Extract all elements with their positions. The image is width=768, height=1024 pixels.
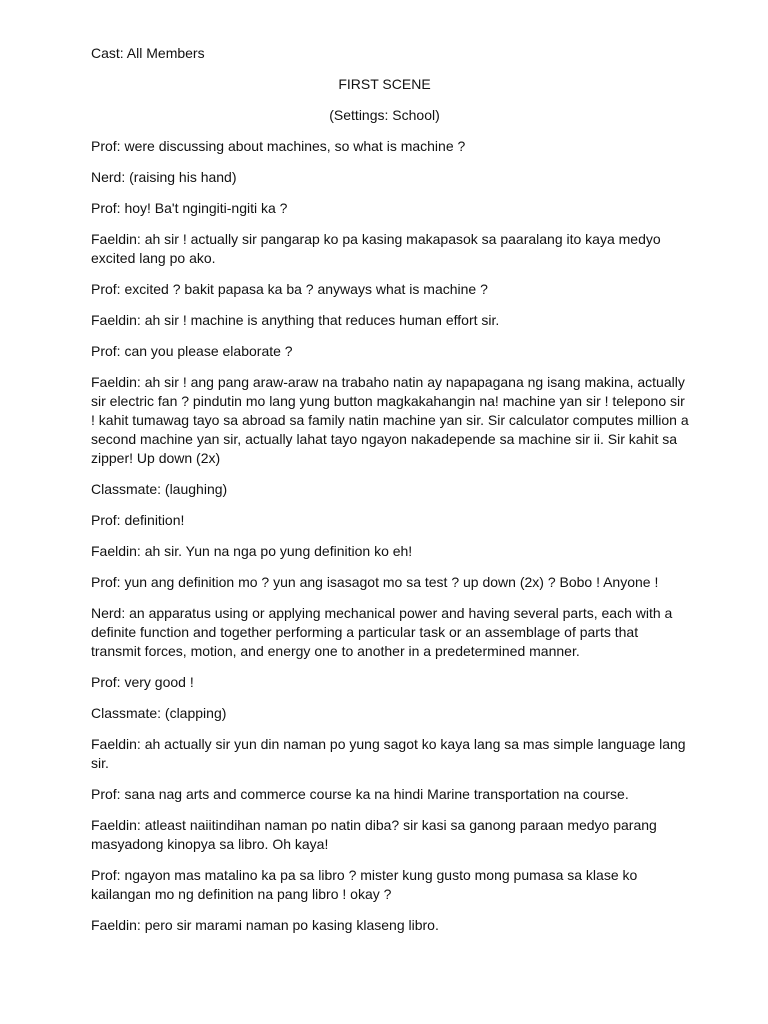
dialogue-line: Prof: ngayon mas matalino ka pa sa libro ? mister kung gusto mong pumasa sa klase ko kailangan mo ng definition na pang libro ! okay ? bbox=[91, 867, 638, 902]
scene-setting: (Settings: School) bbox=[329, 107, 440, 123]
dialogue-line: Prof: very good ! bbox=[91, 674, 194, 690]
scene-title: FIRST SCENE bbox=[338, 76, 431, 92]
dialogue-line: Nerd: (raising his hand) bbox=[91, 169, 237, 185]
dialogue-line: Prof: excited ? bakit papasa ka ba ? anyways what is machine ? bbox=[91, 281, 488, 297]
dialogue-line: Prof: sana nag arts and commerce course ka na hindi Marine transportation na course. bbox=[91, 786, 629, 802]
dialogue-line: Classmate: (clapping) bbox=[91, 705, 227, 721]
dialogue-line: Prof: can you please elaborate ? bbox=[91, 343, 293, 359]
dialogue-line: Faeldin: atleast naiitindihan naman po natin diba? sir kasi sa ganong paraan medyo parang masyadong kinopya sa libro. Oh kaya! bbox=[91, 817, 657, 852]
dialogue-line: Faeldin: ah sir. Yun na nga po yung definition ko eh! bbox=[91, 543, 413, 559]
dialogue-line: Faeldin: ah sir ! actually sir pangarap ko pa kasing makapasok sa paaralang ito kaya medyo excited lang po ako. bbox=[91, 231, 661, 266]
dialogue-line: Nerd: an apparatus using or applying mechanical power and having several parts, each with a definite function and together performing a particular task or an assemblage of parts that transmit forces, motion, and energy one to another in a predetermined manner. bbox=[91, 605, 673, 659]
script-body bbox=[91, 44, 691, 947]
dialogue-line: Prof: were discussing about machines, so what is machine ? bbox=[91, 138, 466, 154]
dialogue-line: Prof: hoy! Ba't ngingiti-ngiti ka ? bbox=[91, 200, 288, 216]
dialogue-line: Classmate: (laughing) bbox=[91, 481, 228, 497]
dialogue-line: Prof: yun ang definition mo ? yun ang isasagot mo sa test ? up down (2x) ? Bobo ! Anyone ! bbox=[91, 574, 659, 590]
cast-line: Cast: All Members bbox=[91, 45, 205, 61]
dialogue-line: Faeldin: pero sir marami naman po kasing klaseng libro. bbox=[91, 917, 439, 933]
dialogue-line: Faeldin: ah sir ! machine is anything that reduces human effort sir. bbox=[91, 312, 500, 328]
dialogue-line: Faeldin: ah sir ! ang pang araw-araw na trabaho natin ay napapagana ng isang makina, actually sir electric fan ? pindutin mo lang yung button magkakahangin na! machine yan sir ! telepono sir ! kahit tumawag tayo sa abroad sa family natin machine yan sir. Sir calculator computes million a second machine yan sir, actually lahat tayo ngayon nakadepende sa machine sir ii. Sir kahit sa zipper! Up down (2x) bbox=[91, 374, 689, 466]
dialogue-line: Faeldin: ah actually sir yun din naman po yung sagot ko kaya lang sa mas simple language lang sir. bbox=[91, 736, 686, 771]
dialogue-line: Prof: definition! bbox=[91, 512, 185, 528]
